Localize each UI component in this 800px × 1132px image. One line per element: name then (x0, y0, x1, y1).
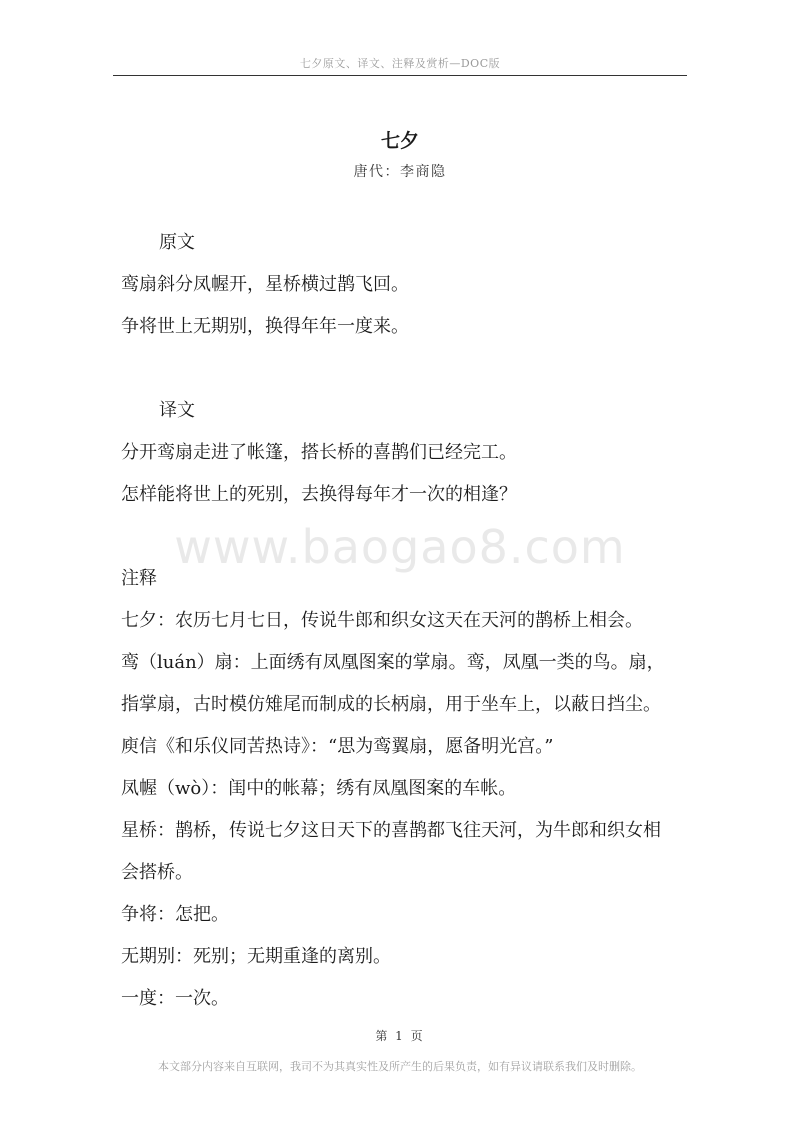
poem-author: 唐代：李商隐 (353, 164, 447, 180)
translation-line: 分开鸾扇走进了帐篷，搭长桥的喜鹊们已经完工。 (121, 442, 517, 463)
note-line: 七夕：农历七月七日，传说牛郎和织女这天在天河的鹊桥上相会。 (121, 610, 643, 631)
note-line: 庾信《和乐仪同苦热诗》：“思为鸾翼扇，愿备明光宫。” (121, 736, 554, 757)
note-line: 无期别：死别；无期重逢的离别。 (121, 946, 391, 967)
section-heading-original: 原文 (159, 232, 195, 253)
note-line: 鸾（luán）扇：上面绣有凤凰图案的掌扇。鸾，凤凰一类的鸟。扇， (121, 652, 665, 673)
original-line: 争将世上无期别，换得年年一度来。 (121, 316, 409, 337)
header-text: 七夕原文、译文、注释及赏析—DOC版 (299, 57, 501, 70)
note-line: 星桥：鹊桥，传说七夕这日天下的喜鹊都飞往天河，为牛郎和织女相 (121, 820, 661, 841)
original-line: 鸾扇斜分凤幄开，星桥横过鹊飞回。 (121, 274, 409, 295)
note-line: 争将：怎把。 (121, 904, 229, 925)
note-line: 会搭桥。 (121, 862, 193, 883)
footer-disclaimer: 本文部分内容来自互联网，我司不为其真实性及所产生的后果负责，如有异议请联系我们及时删除。 (158, 1060, 642, 1073)
note-line: 凤幄（wò）：闺中的帐幕；绣有凤凰图案的车帐。 (121, 778, 517, 799)
section-heading-translation: 译文 (159, 400, 195, 421)
note-line: 一度：一次。 (121, 988, 229, 1009)
poem-title: 七夕 (380, 130, 419, 152)
note-line: 指掌扇，古时模仿雉尾而制成的长柄扇，用于坐车上，以蔽日挡尘。 (121, 694, 661, 715)
section-heading-notes: 注释 (121, 568, 157, 589)
page-number: 第 1 页 (375, 1029, 425, 1043)
header-divider (113, 75, 687, 76)
translation-line: 怎样能将世上的死别，去换得每年才一次的相逢？ (121, 484, 517, 505)
watermark: www.baogao8.com (174, 520, 626, 574)
